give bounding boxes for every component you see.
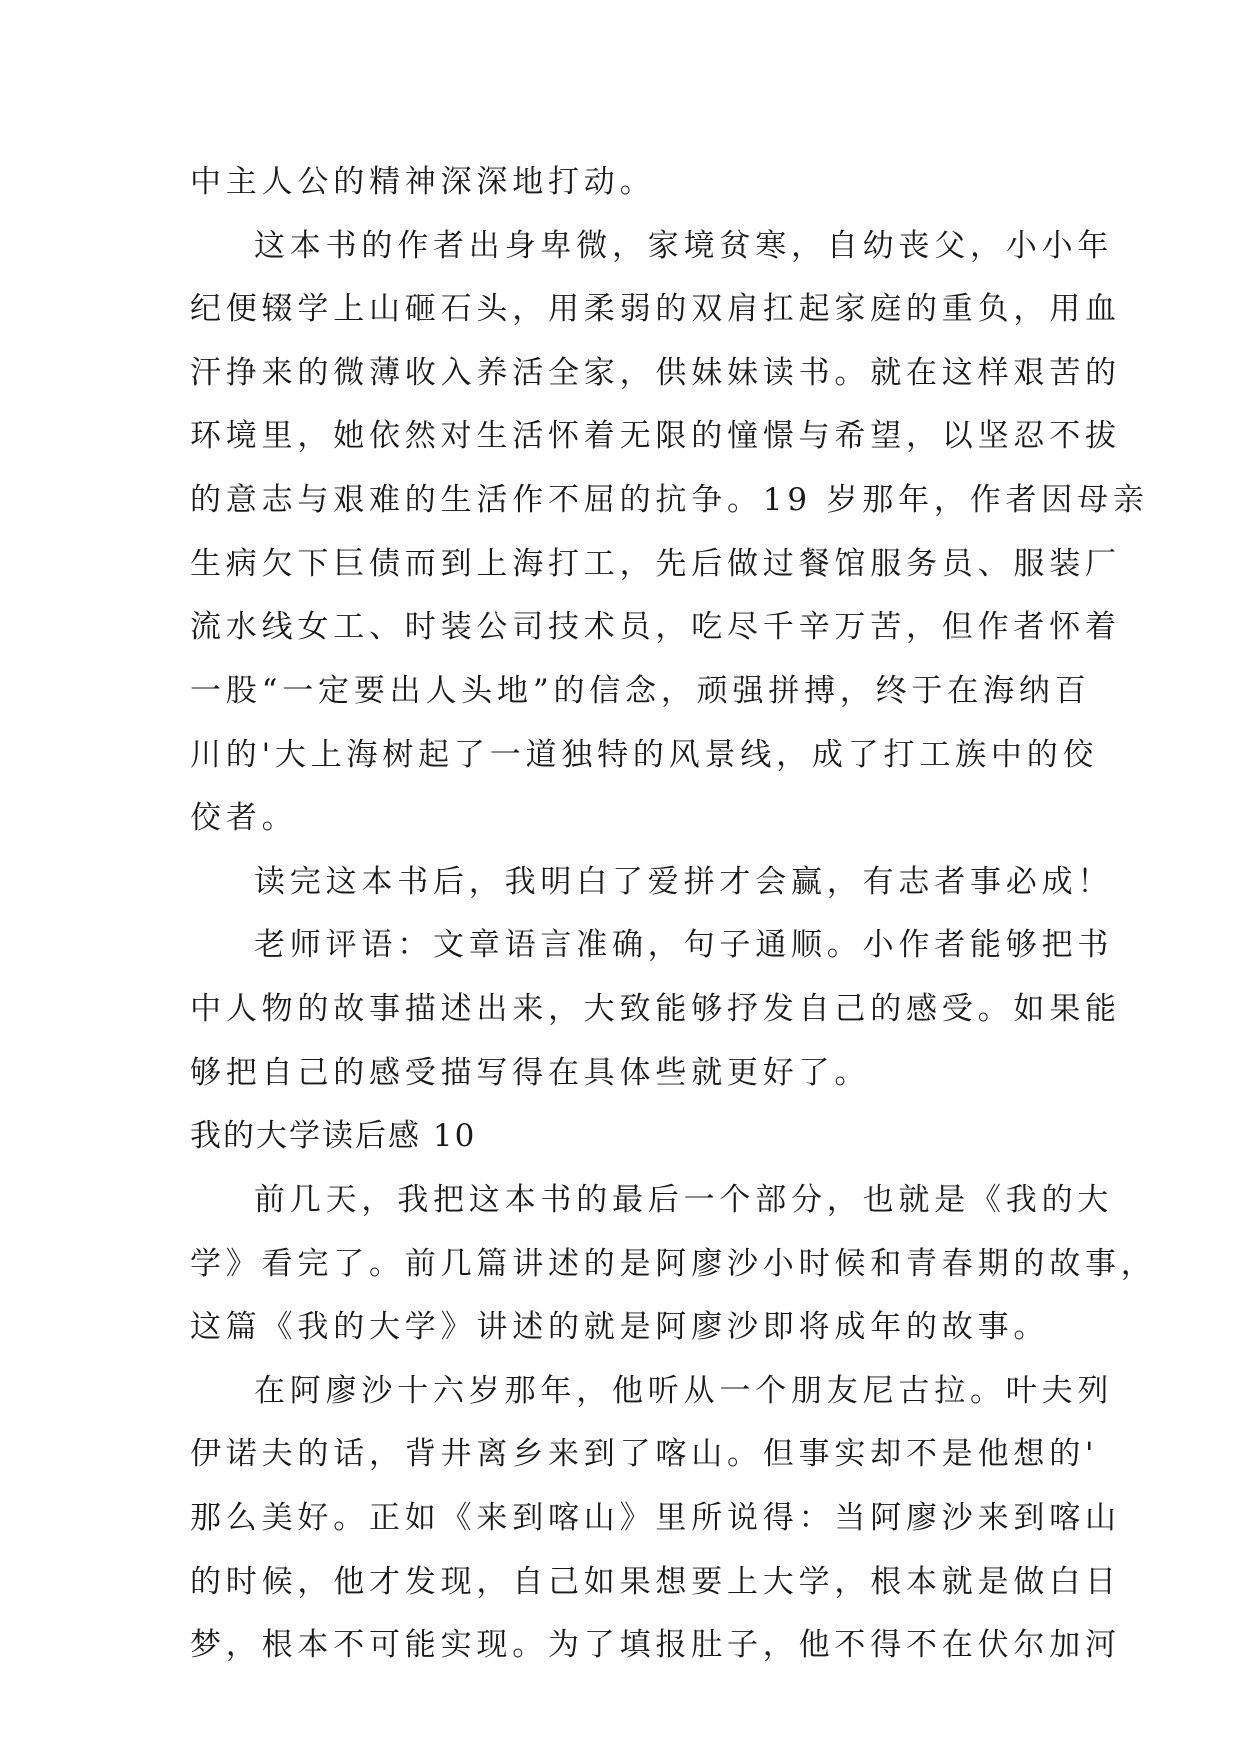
- text-line: 佼者。: [190, 800, 298, 836]
- teacher-comment-line: 老师评语：文章语言准确，句子通顺。小作者能够把书: [254, 927, 1114, 963]
- text-line: 梦，根本不可能实现。为了填报肚子，他不得不在伏尔加河: [190, 1627, 1121, 1663]
- text-line: 纪便辍学上山砸石头，用柔弱的双肩扛起家庭的重负，用血: [190, 291, 1121, 327]
- text-line: 这篇《我的大学》讲述的就是阿廖沙即将成年的故事。: [190, 1309, 1050, 1345]
- text-line: 够把自己的感受描写得在具体些就更好了。: [190, 1055, 871, 1091]
- text-line: 中主人公的精神深深地打动。: [190, 164, 656, 200]
- text-line: 那么美好。正如《来到喀山》里所说得：当阿廖沙来到喀山: [190, 1500, 1121, 1536]
- text-line: 学》看完了。前几篇讲述的是阿廖沙小时候和青春期的故事，: [190, 1246, 1157, 1282]
- text-line: 流水线女工、时装公司技术员，吃尽千辛万苦，但作者怀着: [190, 609, 1121, 645]
- text-line: 环境里，她依然对生活怀着无限的憧憬与希望，以坚忍不拔: [190, 418, 1121, 454]
- paragraph-start-line: 在阿廖沙十六岁那年，他听从一个朋友尼古拉。叶夫列: [254, 1373, 1114, 1409]
- text-line: 的意志与艰难的生活作不屈的抗争。19 岁那年，作者因母亲: [190, 482, 1149, 518]
- text-line: 生病欠下巨债而到上海打工，先后做过餐馆服务员、服装厂: [190, 546, 1121, 582]
- text-line: 伊诺夫的话，背井离乡来到了喀山。但事实却不是他想的': [190, 1436, 1099, 1472]
- paragraph-start-line: 前几天，我把这本书的最后一个部分，也就是《我的大: [254, 1182, 1114, 1218]
- text-line: 川的'大上海树起了一道独特的风景线，成了打工族中的佼: [190, 737, 1099, 773]
- paragraph-start-line: 读完这本书后，我明白了爱拼才会赢，有志者事必成！: [254, 864, 1114, 900]
- section-heading: 我的大学读后感 10: [190, 1118, 477, 1154]
- text-line: 汗挣来的微薄收入养活全家，供妹妹读书。就在这样艰苦的: [190, 355, 1121, 391]
- text-line: 中人物的故事描述出来，大致能够抒发自己的感受。如果能: [190, 991, 1121, 1027]
- paragraph-start-line: 这本书的作者出身卑微，家境贫寒，自幼丧父，小小年: [254, 228, 1114, 264]
- text-line: 的时候，他才发现，自己如果想要上大学，根本就是做白日: [190, 1564, 1121, 1600]
- text-line: 一股“一定要出人头地”的信念，顽强拼搏，终于在海纳百: [190, 673, 1091, 709]
